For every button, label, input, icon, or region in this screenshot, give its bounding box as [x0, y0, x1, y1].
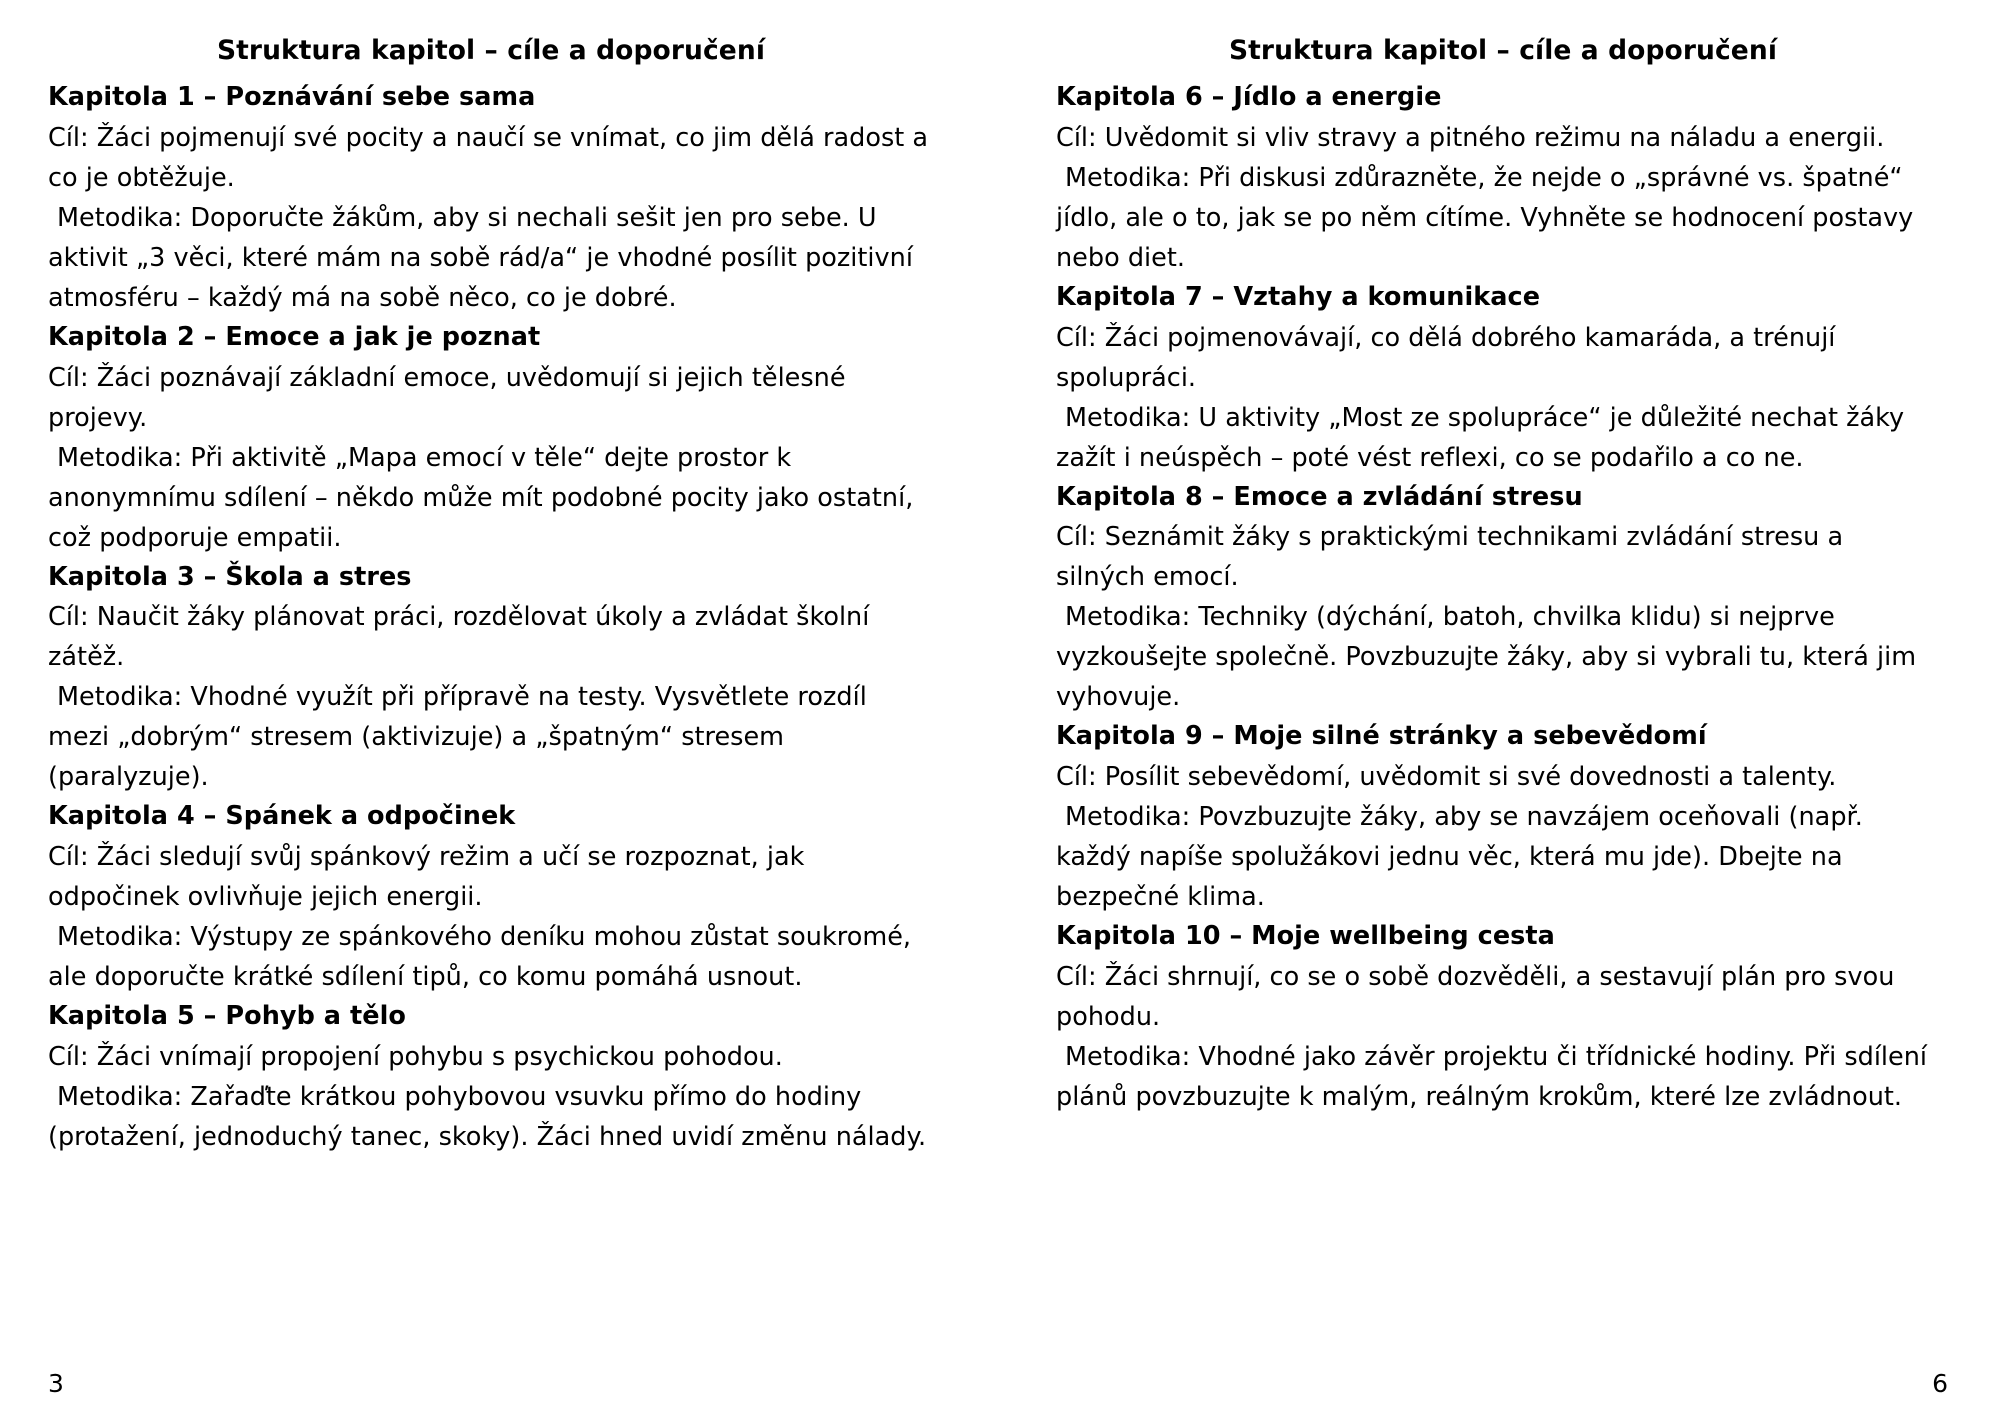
chapter-goal: Cíl: Žáci poznávají základní emoce, uvědomují si jejich tělesné projevy.: [48, 362, 846, 433]
chapter-heading: Kapitola 1 – Poznávání sebe sama: [48, 82, 536, 113]
chapter-entry: [48, 797, 934, 997]
chapter-method: Metodika: Povzbuzujte žáky, aby se navzájem oceňovali (např. každý napíše spolužákovi jednu věc, která mu jde). Dbejte na bezpečné klima.: [1056, 801, 1863, 912]
chapter-method: Metodika: Vhodné využít při přípravě na testy. Vysvětlete rozdíl mezi „dobrým“ stresem (aktivizuje) a „špatným“ stresem (paralyzuje).: [48, 682, 867, 793]
chapter-entry: [48, 318, 934, 558]
page-number-right: 6: [1932, 1369, 1948, 1398]
chapter-entry: [1056, 478, 1940, 718]
chapter-heading: Kapitola 4 – Spánek a odpočinek: [48, 801, 516, 832]
chapter-heading: Kapitola 7 – Vztahy a komunikace: [1056, 282, 1541, 313]
chapter-entry: [48, 558, 934, 798]
chapter-entry: [1056, 717, 1940, 917]
chapter-heading: Kapitola 5 – Pohyb a tělo: [48, 1001, 406, 1032]
chapter-goal: Cíl: Žáci pojmenovávají, co dělá dobrého kamaráda, a trénují spolupráci.: [1056, 322, 1836, 393]
chapter-goal: Cíl: Žáci vnímají propojení pohybu s psychickou pohodou.: [48, 1041, 783, 1072]
chapter-method: Metodika: Výstupy ze spánkového deníku mohou zůstat soukromé, ale doporučte krátké sdílení tipů, co komu pomáhá usnout.: [48, 922, 912, 993]
chapter-entry: [1056, 917, 1940, 1117]
chapter-heading: Kapitola 3 – Škola a stres: [48, 561, 412, 592]
left-page: [0, 34, 1000, 1414]
page-title: Struktura kapitol – cíle a doporučení: [1228, 35, 1778, 66]
chapter-goal: Cíl: Žáci sledují svůj spánkový režim a učí se rozpoznat, jak odpočinek ovlivňuje jejich energii.: [48, 841, 805, 912]
chapter-goal: Cíl: Žáci shrnují, co se o sobě dozvěděli, a sestavují plán pro svou pohodu.: [1056, 961, 1895, 1032]
chapter-heading: Kapitola 9 – Moje silné stránky a sebevědomí: [1056, 721, 1707, 752]
chapter-goal: Cíl: Seznámit žáky s praktickými technikami zvládání stresu a silných emocí.: [1056, 522, 1844, 593]
chapter-entry: [1056, 278, 1940, 478]
chapter-method: Metodika: Při diskusi zdůrazněte, že nejde o „správné vs. špatné“ jídlo, ale o to, jak se po něm cítíme. Vyhněte se hodnocení postavy nebo diet.: [1056, 162, 1914, 274]
chapter-entry: [48, 78, 934, 318]
page-number-left: 3: [48, 1369, 64, 1398]
chapter-method: Metodika: Techniky (dýchání, batoh, chvilka klidu) si nejprve vyzkoušejte společně. Povzbuzujte žáky, aby si vybrali tu, která jim vyhovuje.: [1056, 602, 1917, 713]
chapter-method: Metodika: Doporučte žákům, aby si nechali sešit jen pro sebe. U aktivit „3 věci, které mám na sobě rád/a“ je vhodné posílit pozitivní atmosféru – každý má na sobě něco, co je dobré.: [48, 203, 913, 314]
chapter-heading: Kapitola 2 – Emoce a jak je poznat: [48, 322, 541, 353]
chapter-entry: [48, 997, 934, 1157]
chapter-heading: Kapitola 8 – Emoce a zvládání stresu: [1056, 481, 1583, 512]
chapter-method: Metodika: Vhodné jako závěr projektu či třídnické hodiny. Při sdílení plánů povzbuzujte k malým, reálným krokům, které lze zvládnout.: [1056, 1041, 1928, 1112]
chapter-entry: [1056, 78, 1940, 278]
chapter-goal: Cíl: Žáci pojmenují své pocity a naučí se vnímat, co jim dělá radost a co je obtěžuje.: [48, 122, 929, 193]
chapter-goal: Cíl: Uvědomit si vliv stravy a pitného režimu na náladu a energii.: [1056, 122, 1885, 153]
chapter-method: Metodika: Zařaďte krátkou pohybovou vsuvku přímo do hodiny (protažení, jednoduchý tanec, skoky). Žáci hned uvidí změnu nálady.: [48, 1081, 927, 1152]
chapter-goal: Cíl: Naučit žáky plánovat práci, rozdělovat úkoly a zvládat školní zátěž.: [48, 602, 870, 673]
chapter-goal: Cíl: Posílit sebevědomí, uvědomit si své dovednosti a talenty.: [1056, 761, 1837, 792]
page-title: Struktura kapitol – cíle a doporučení: [216, 35, 766, 66]
chapter-heading: Kapitola 10 – Moje wellbeing cesta: [1056, 921, 1555, 952]
chapter-heading: Kapitola 6 – Jídlo a energie: [1056, 82, 1442, 113]
chapter-method: Metodika: Při aktivitě „Mapa emocí v těle“ dejte prostor k anonymnímu sdílení – někdo může mít podobné pocity jako ostatní, což podporuje empatii.: [48, 442, 914, 553]
chapter-method: Metodika: U aktivity „Most ze spolupráce“ je důležité nechat žáky zažít i neúspěch – poté vést reflexi, co se podařilo a co ne.: [1056, 402, 1905, 473]
right-page: [1000, 34, 2000, 1414]
